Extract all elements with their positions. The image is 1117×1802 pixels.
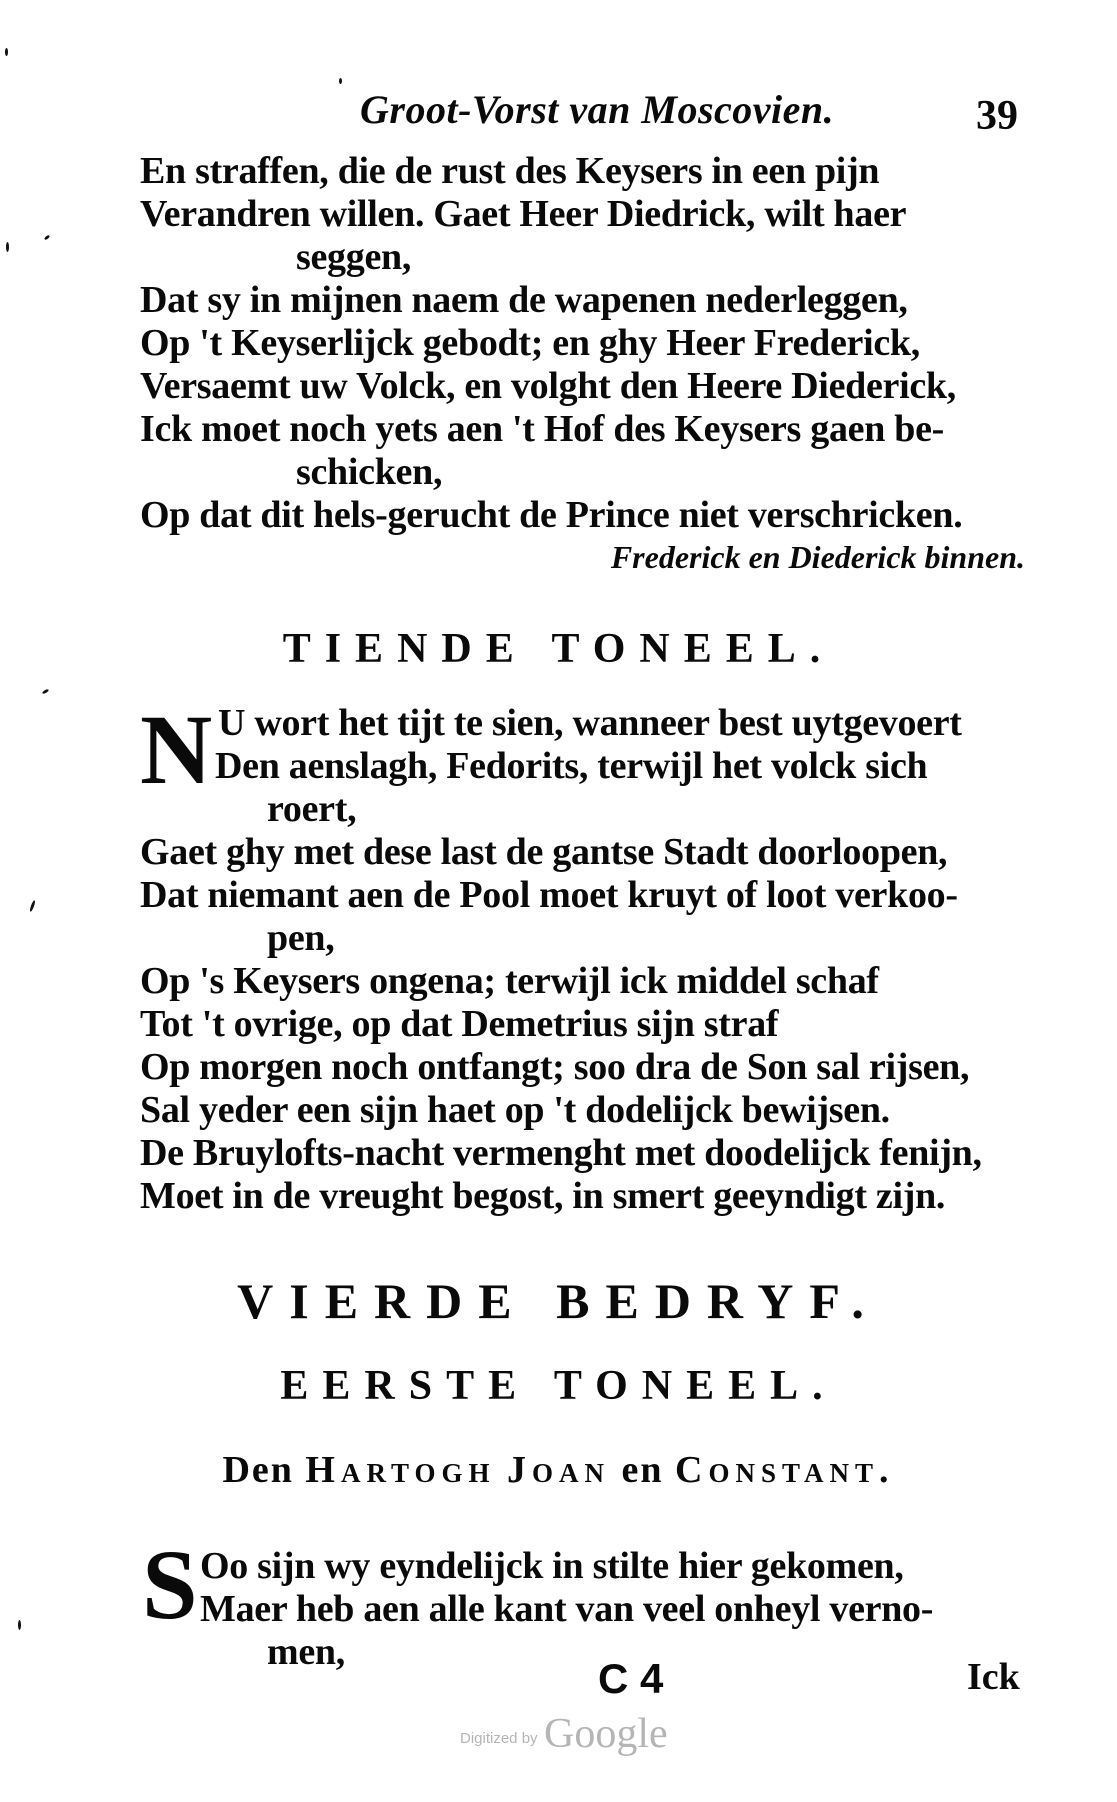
scene-heading: TIENDE TONEEL. xyxy=(282,626,835,672)
scan-speck xyxy=(42,688,50,694)
google-logo-text: Google xyxy=(544,1711,668,1757)
verse-line-runover: seggen, xyxy=(296,236,412,278)
verse-line: Op 's Keysers ongena; terwijl ick middel schaf xyxy=(140,960,879,1002)
stage-direction: Frederick en Diederick binnen. xyxy=(610,539,1025,575)
verse-line: Versaemt uw Volck, en volght den Heere Diederick, xyxy=(140,365,956,407)
verse-line: U wort het tijt te sien, wanneer best uytgevoert xyxy=(218,702,962,744)
cast-name-hartogh: Hartogh xyxy=(305,1449,496,1491)
verse-line: Moet in de vreught begost, in smert geeyndigt zijn. xyxy=(140,1175,946,1217)
scan-speck xyxy=(5,48,8,56)
verse-line-runover: pen, xyxy=(267,917,335,959)
scene-heading: EERSTE TONEEL. xyxy=(280,1363,837,1409)
verse-line: En straffen, die de rust des Keysers in een pijn xyxy=(140,150,880,192)
scan-speck xyxy=(29,900,36,912)
verse-line: Op morgen noch ontfangt; soo dra de Son sal rijsen, xyxy=(140,1046,970,1088)
cast-list xyxy=(0,1448,1117,1492)
verse-line-runover: men, xyxy=(267,1631,345,1673)
verse-line: Gaet ghy met dese last de gantse Stadt doorloopen, xyxy=(140,831,948,873)
digitized-by-label: Digitized by xyxy=(460,1730,538,1747)
signature-mark: C 4 xyxy=(598,1655,664,1702)
verse-line: Sal yeder een sijn haet op 't dodelijck bewijsen. xyxy=(140,1089,890,1131)
cast-word: Den xyxy=(222,1449,294,1491)
verse-line: Oo sijn wy eyndelijck in stilte hier gekomen, xyxy=(200,1545,904,1587)
verse-line: De Bruylofts-nacht vermenght met doodelijck fenijn, xyxy=(140,1132,982,1174)
page-number: 39 xyxy=(976,93,1018,139)
running-title: Groot-Vorst van Moscovien. xyxy=(360,87,835,132)
cast-word: en xyxy=(621,1449,664,1491)
catchword: Ick xyxy=(967,1656,1020,1698)
verse-line: Dat sy in mijnen naem de wapenen nederleggen, xyxy=(140,279,908,321)
cast-name-joan: Joan xyxy=(507,1449,611,1491)
drop-cap: N xyxy=(140,694,213,805)
act-heading: VIERDE BEDRYF. xyxy=(237,1273,880,1329)
verse-line: Tot 't ovrige, op dat Demetrius sijn straf xyxy=(140,1003,779,1045)
drop-cap: S xyxy=(142,1529,198,1640)
verse-line: Dat niemant aen de Pool moet kruyt of loot verkoo- xyxy=(140,874,958,916)
verse-line: Verandren willen. Gaet Heer Diedrick, wilt haer xyxy=(140,193,907,235)
scan-speck xyxy=(339,78,342,84)
verse-line: Op 't Keyserlijck gebodt; en ghy Heer Frederick, xyxy=(140,322,920,364)
verse-line-runover: roert, xyxy=(267,788,357,830)
verse-line-runover: schicken, xyxy=(296,451,443,493)
scan-speck xyxy=(6,242,9,252)
digitized-watermark xyxy=(460,1710,668,1758)
scan-speck xyxy=(44,234,51,240)
verse-line: Op dat dit hels-gerucht de Prince niet verschricken. xyxy=(140,494,963,536)
verse-line: Maer heb aen alle kant van veel onheyl verno- xyxy=(200,1588,934,1630)
scan-speck xyxy=(18,1620,21,1630)
verse-line: Den aenslagh, Fedorits, terwijl het volck sich xyxy=(215,745,928,787)
cast-name-constant: Constant. xyxy=(675,1449,895,1491)
verse-line: Ick moet noch yets aen 't Hof des Keysers gaen be- xyxy=(140,408,945,450)
